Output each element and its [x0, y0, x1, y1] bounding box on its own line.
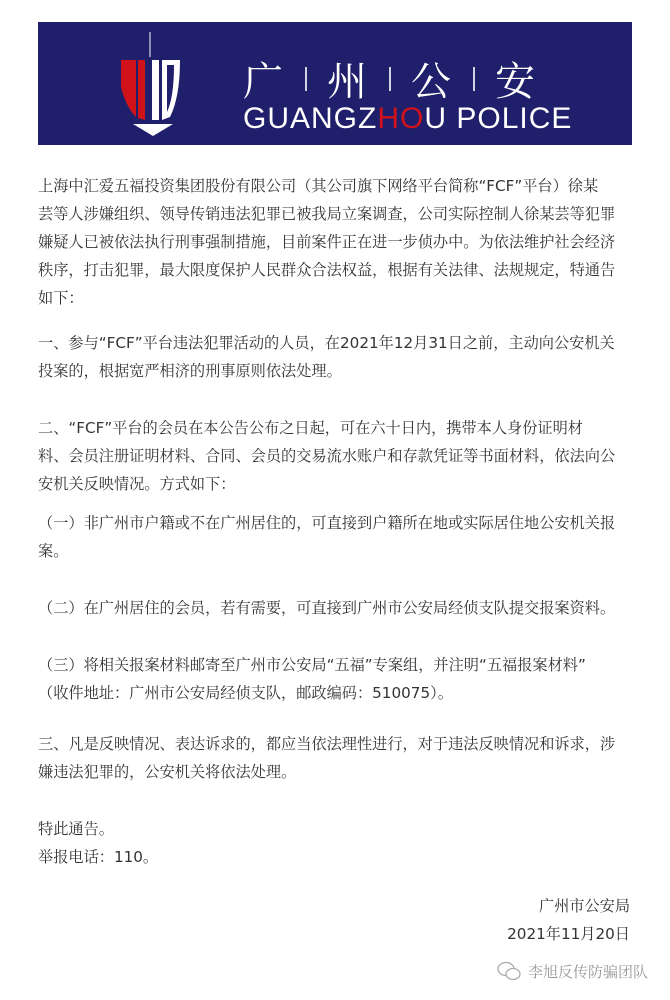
paragraph-line: 嫌疑人已被依法执行刑事强制措施，目前案件正在进一步侦办中。为依法维护社会经济 — [38, 233, 616, 251]
banner-title-en: GUANGZHOU POLICE — [243, 102, 573, 135]
paragraph-line: 三、凡是反映情况、表达诉求的，都应当依法理性进行，对于违法反映情况和诉求，涉 — [38, 735, 616, 753]
paragraph-line: 上海中汇爱五福投资集团股份有限公司（其公司旗下网络平台简称“FCF”平台）徐某 — [38, 177, 599, 195]
paragraph-line: 案。 — [38, 542, 69, 560]
title-char: 公 — [411, 59, 453, 105]
paragraph-line: 如下： — [38, 289, 84, 307]
title-char: 州 — [327, 59, 369, 105]
paragraph-line: 芸等人涉嫌组织、领导传销违法犯罪已被我局立案调查，公司实际控制人徐某芸等犯罪 — [38, 205, 616, 223]
title-char: 广 — [243, 59, 285, 105]
police-emblem-icon — [118, 32, 188, 137]
paragraph-line: 投案的，根据宽严相济的刑事原则依法处理。 — [38, 362, 342, 380]
paragraph-line: （一）非广州市户籍或不在广州居住的，可直接到户籍所在地或实际居住地公安机关报 — [38, 514, 616, 532]
signature-date: 2021年11月20日 — [507, 925, 630, 943]
paragraph-line: 料、会员注册证明材料、合同、会员的交易流水账户和存款凭证等书面材料，依法向公 — [38, 447, 616, 465]
signature-org: 广州市公安局 — [538, 897, 630, 915]
title-char: 安 — [495, 59, 537, 105]
watermark: 李旭反传防骗团队 — [496, 960, 648, 982]
paragraph-line: 安机关反映情况。方式如下： — [38, 475, 236, 493]
paragraph-line: 举报电话：110。 — [38, 848, 159, 866]
paragraph-line: 二、“FCF”平台的会员在本公告公布之日起，可在六十日内，携带本人身份证明材 — [38, 419, 583, 437]
wechat-icon — [496, 960, 522, 982]
paragraph-line: （收件地址：广州市公安局经侦支队，邮政编码：510075）。 — [38, 684, 453, 702]
paragraph-line: （二）在广州居住的会员，若有需要，可直接到广州市公安局经侦支队提交报案资料。 — [38, 599, 616, 617]
paragraph-line: 一、参与“FCF”平台违法犯罪活动的人员，在2021年12月31日之前，主动向公安机关 — [38, 334, 615, 352]
banner-title-cn — [243, 50, 537, 107]
paragraph-line: 嫌违法犯罪的，公安机关将依法处理。 — [38, 763, 297, 781]
paragraph-line: 特此通告。 — [38, 820, 114, 838]
police-banner — [38, 22, 632, 145]
paragraph-line: 秩序，打击犯罪，最大限度保护人民群众合法权益，根据有关法律、法规规定，特通告 — [38, 261, 616, 279]
paragraph-line: （三）将相关报案材料邮寄至广州市公安局“五福”专案组，并注明“五福报案材料” — [38, 656, 586, 674]
